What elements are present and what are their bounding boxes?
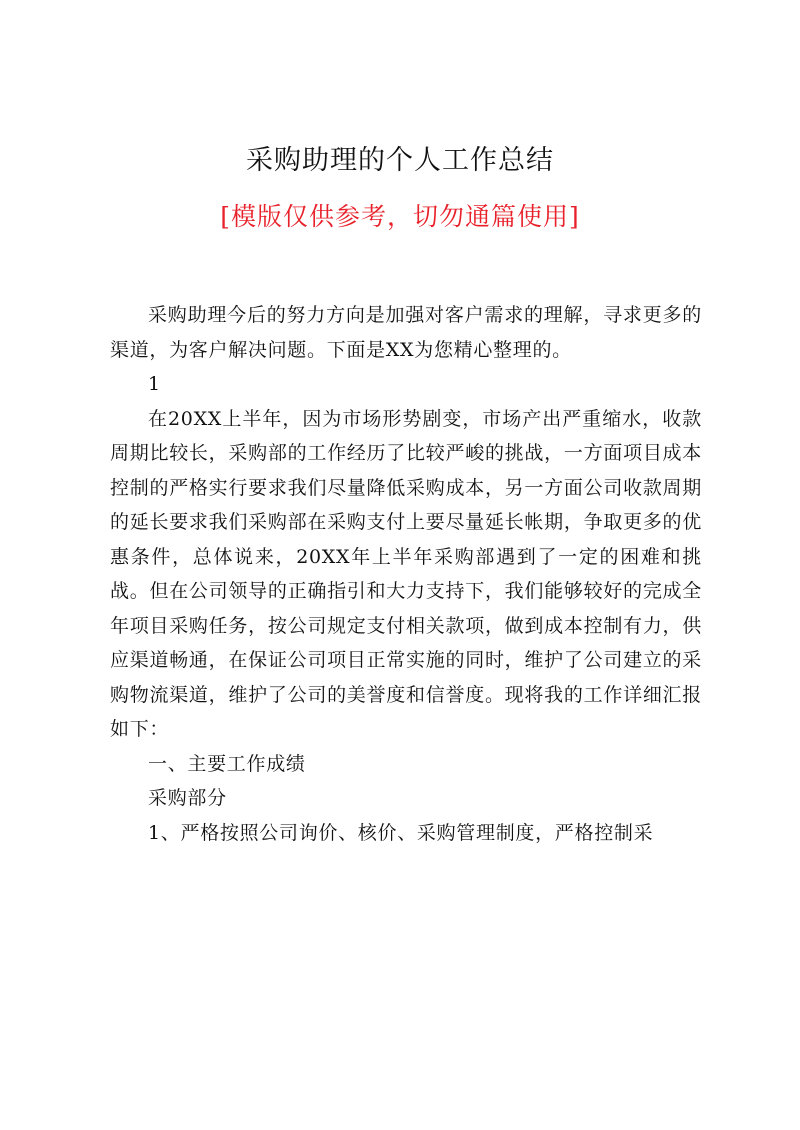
paragraph-intro: 采购助理今后的努力方向是加强对客户需求的理解，寻求更多的渠道，为客户解决问题。下面是XX为您精心整理的。	[110, 304, 702, 361]
paragraph-number: 1	[148, 373, 161, 395]
document-body	[110, 298, 702, 850]
paragraph-item-1: 1、严格按照公司询价、核价、采购管理制度，严格控制采	[148, 821, 654, 844]
subsection-heading: 采购部分	[148, 787, 227, 809]
document-title: 采购助理的个人工作总结	[246, 145, 554, 176]
document-subtitle: [模版仅供参考，切勿通篇使用]	[220, 202, 580, 231]
section-heading: 一、主要工作成绩	[148, 752, 306, 775]
paragraph-summary: 在20XX上半年，因为市场形势剧变，市场产出严重缩水，收款周期比较长，采购部的工作经历了比较严峻的挑战，一方面项目成本控制的严格实行要求我们尽量降低采购成本，另一方面公司收款周期的延长要求我们采购部在采购支付上要尽量延长帐期，争取更多的优惠条件，总体说来，20XX年上半年采购部遇到了一定的困难和挑战。但在公司领导的正确指引和大力支持下，我们能够较好的完成全年项目采购任务，按公司规定支付相关款项，做到成本控制有力，供应渠道畅通，在保证公司项目正常实施的同时，维护了公司建立的采购物流渠道，维护了公司的美誉度和信誉度。现将我的工作详细汇报如下：	[110, 407, 702, 740]
